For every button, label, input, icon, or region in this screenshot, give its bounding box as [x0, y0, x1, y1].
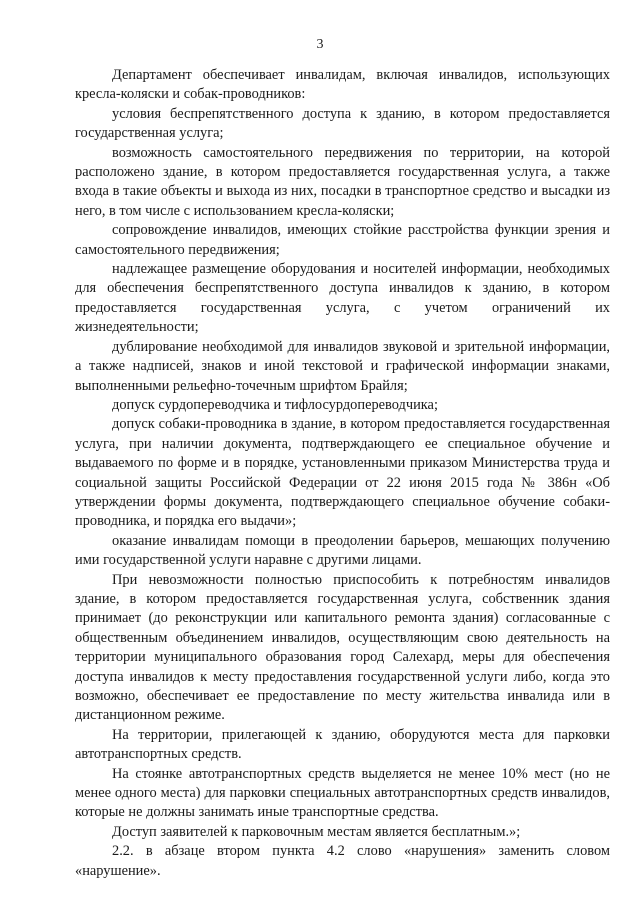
- paragraph-building-access: условия беспрепятственного доступа к зданию, в котором предоставляется государственная услуга;: [75, 105, 610, 142]
- paragraph-sign-interpreter: допуск сурдопереводчика и тифлосурдопереводчика;: [112, 396, 438, 413]
- paragraph-free-parking: Доступ заявителей к парковочным местам является бесплатным.»;: [112, 823, 521, 840]
- paragraph-assistance: оказание инвалидам помощи в преодолении барьеров, мешающих получению ими государственной услуги наравне с другими лицами.: [75, 532, 610, 569]
- paragraph-guide-dog: допуск собаки-проводника в здание, в котором предоставляется государственная услуга, при наличии документа, подтверждающего ее специальное обучение и выдаваемого по форме и в порядке, установленными приказом Министерства труда и социальной защиты Российской Федерации от 22 июня 2015 года № 386н «Об утверждении формы документа, подтверждающего специальное обучение собаки-проводника, и порядка его выдачи»;: [75, 416, 610, 530]
- paragraph-duplication: дублирование необходимой для инвалидов звуковой и зрительной информации, а также надписей, знаков и иной текстовой и графической информации знаками, выполненными рельефно-точечным шрифтом Брайля;: [75, 338, 610, 394]
- paragraph-independent-movement: возможность самостоятельного передвижения по территории, на которой расположено здание, в котором предоставляется государственная услуга, а также входа в такие объекты и выхода из них, посадки в транспортное средство и высадки из него, в том числе с использованием кресла-коляски;: [75, 144, 610, 219]
- paragraph-equipment-placement: надлежащее размещение оборудования и носителей информации, необходимых для обеспечения беспрепятственного доступа инвалидов к зданию, в котором предоставляется государственная услуга, с учетом ограничений их жизнедеятельности;: [75, 261, 610, 336]
- paragraph-parking-quota: На стоянке автотранспортных средств выделяется не менее 10% мест (но не менее одного места) для парковки специальных автотранспортных средств инвалидов, которые не должны занимать иные транспортные средства.: [75, 765, 610, 821]
- paragraph-adaptation-measures: При невозможности полностью приспособить к потребностям инвалидов здание, в котором предоставляется государственная услуга, собственник здания принимает (до реконструкции или капитального ремонта здания) согласованные с общественным объединением инвалидов, осуществляющим свою деятельность на территории муниципального образования город Салехард, меры для обеспечения доступа инвалидов к месту предоставления государственной услуги либо, когда это возможно, обеспечивает ее предоставление по месту жительства инвалида или в дистанционном режиме.: [75, 571, 610, 724]
- paragraph-parking-area: На территории, прилегающей к зданию, оборудуются места для парковки автотранспортных средств.: [75, 726, 610, 763]
- document-body: [75, 66, 610, 881]
- paragraph-escort: сопровождение инвалидов, имеющих стойкие расстройства функции зрения и самостоятельного передвижения;: [75, 222, 610, 258]
- paragraph-intro: Департамент обеспечивает инвалидам, включая инвалидов, использующих кресла-коляски и собак-проводников:: [75, 67, 610, 103]
- paragraph-amendment: 2.2. в абзаце втором пункта 4.2 слово «нарушения» заменить словом «нарушение».: [75, 843, 610, 879]
- page-number: 3: [316, 37, 324, 52]
